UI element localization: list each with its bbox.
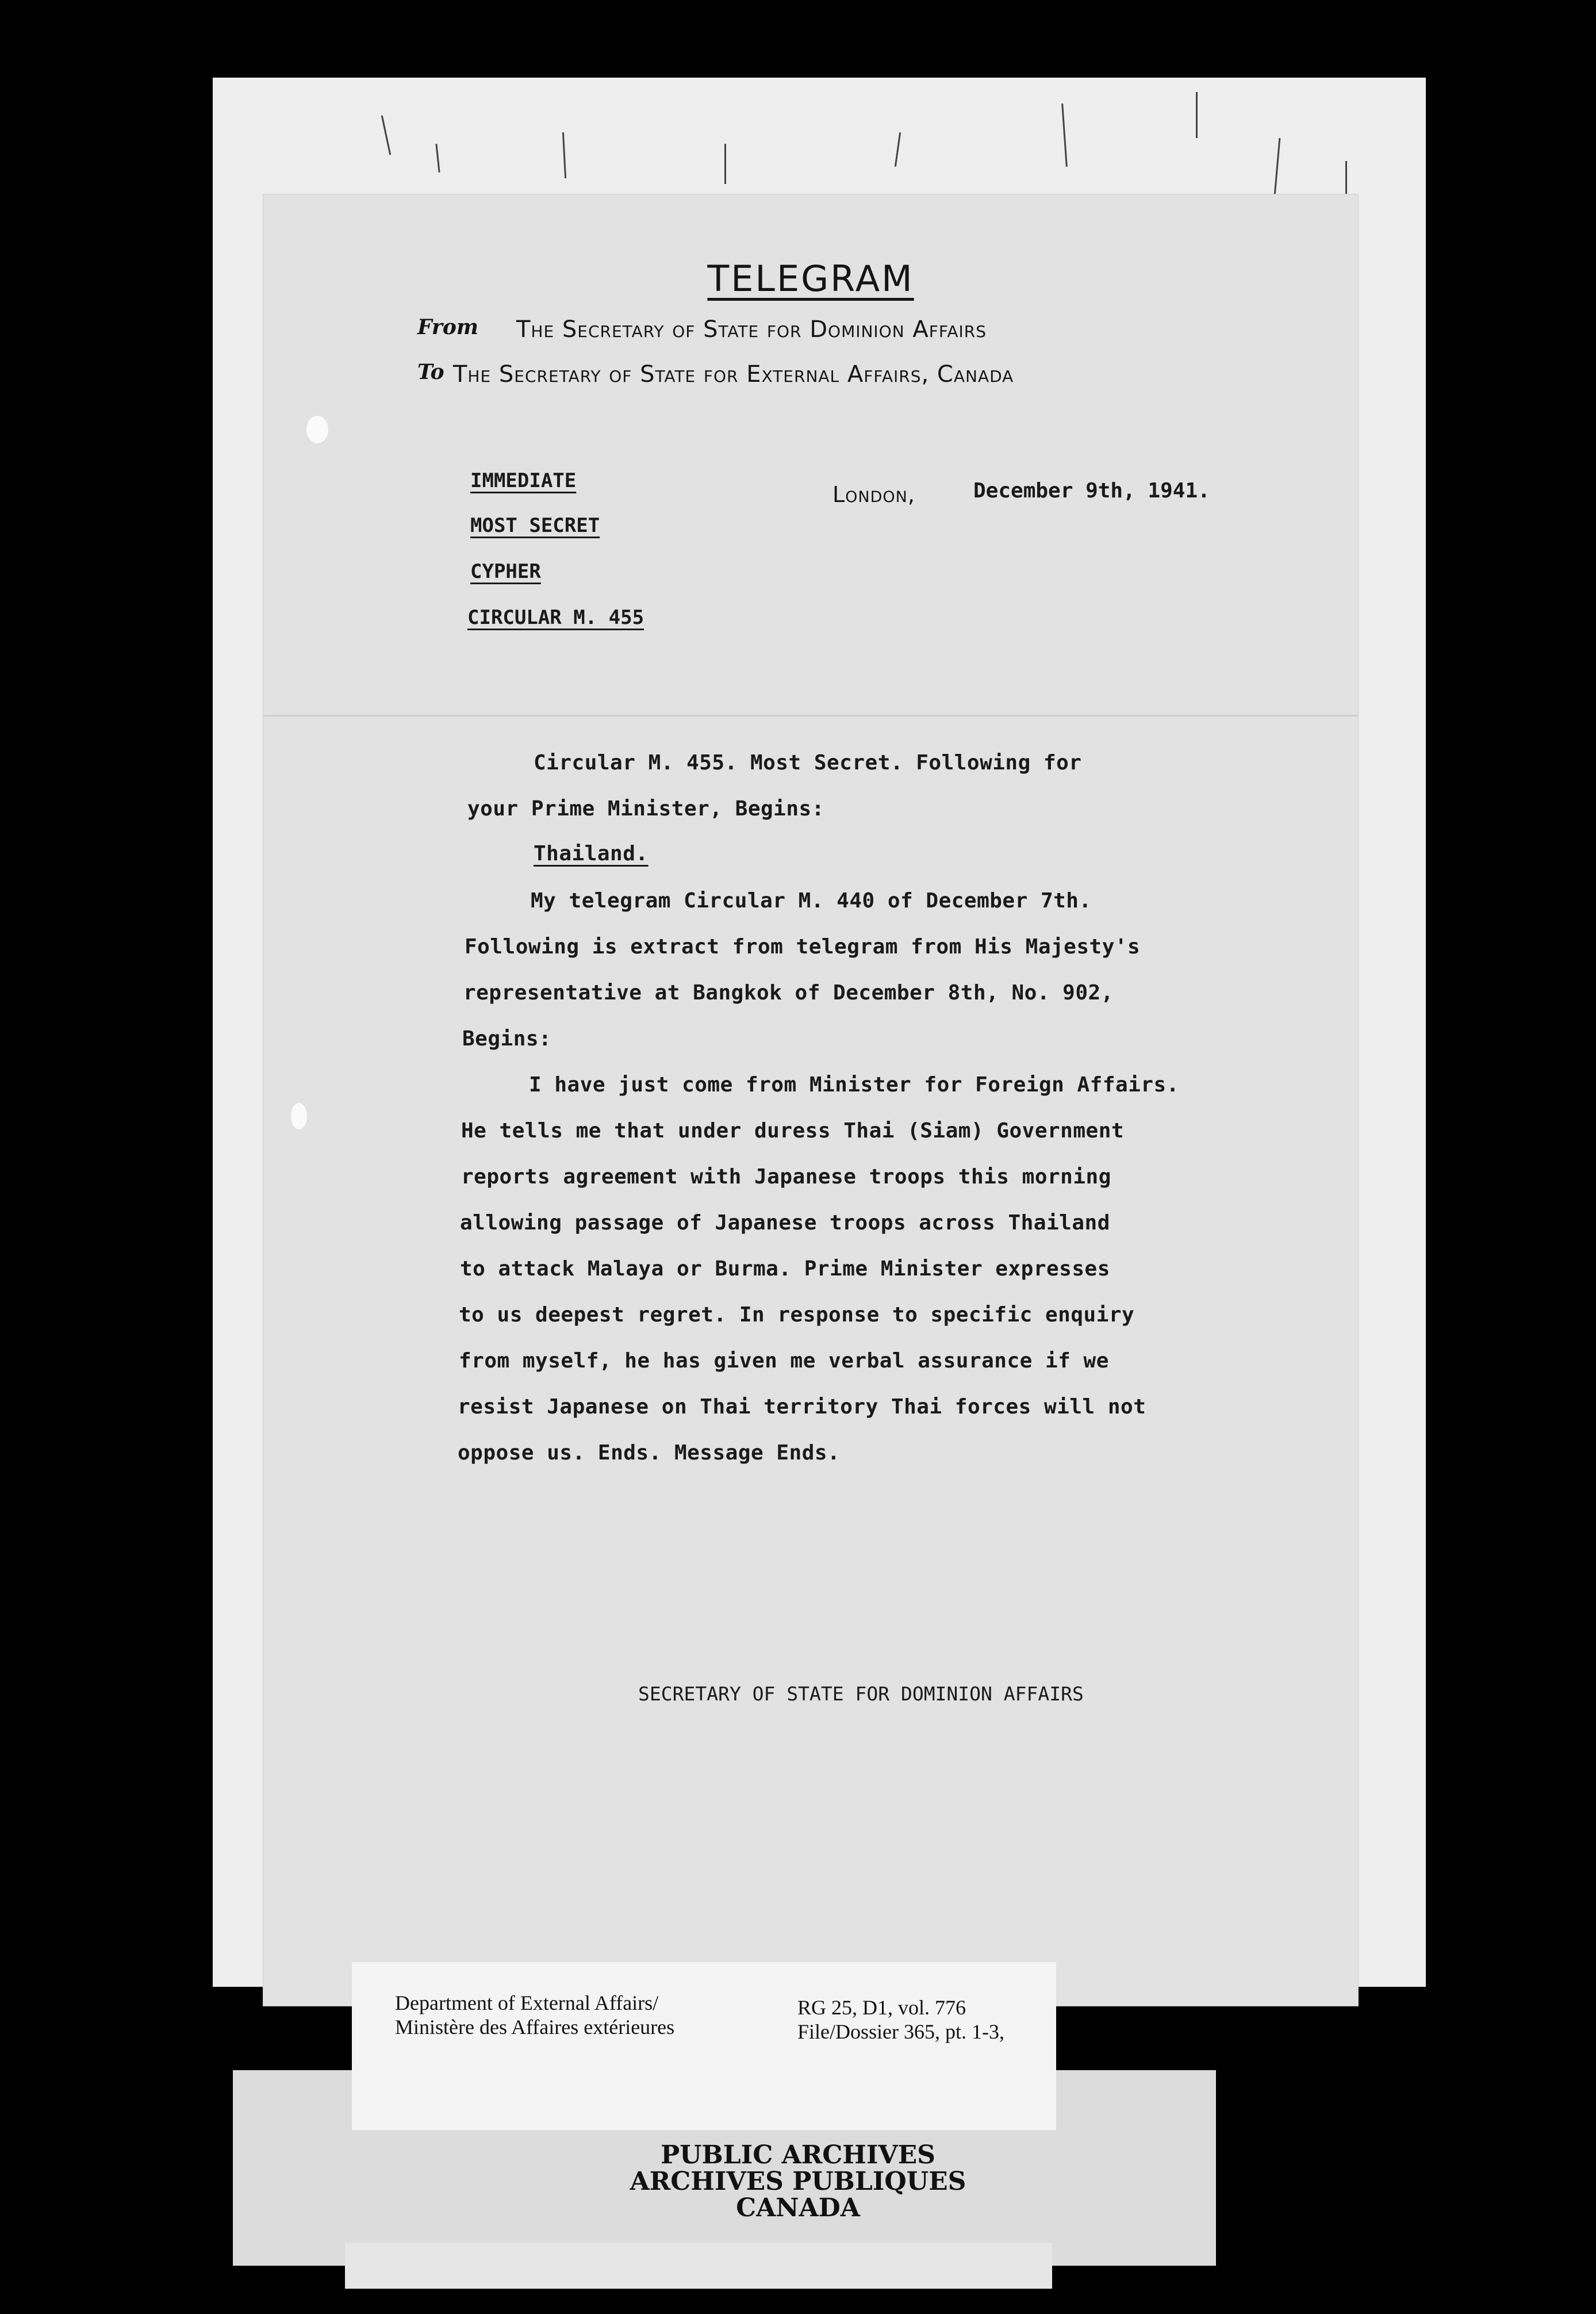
signature-line: SECRETARY OF STATE FOR DOMINION AFFAIRS [638,1683,1084,1705]
archive-stub-edge [345,2243,1052,2289]
from-text: The Secretary of State for Dominion Affairs [516,316,987,343]
body-line: Circular M. 455. Most Secret. Following for [534,751,1082,775]
body-line: your Prime Minister, Begins: [467,797,824,821]
body-line: resist Japanese on Thai territory Thai forces will not [458,1395,1146,1419]
telegram-date: December 9th, 1941. [973,479,1210,503]
film-scratch [1345,161,1347,196]
body-line: to attack Malaya or Burma. Prime Minister expresses [460,1257,1110,1281]
punch-hole [291,1103,307,1129]
telegram-sheet [263,194,1358,2006]
public-archives-stamp [0,2142,1596,2221]
body-line: to us deepest regret. In response to specific enquiry [459,1303,1135,1327]
body-line: allowing passage of Japanese troops across Thailand [460,1211,1110,1235]
stamp-line-french: ARCHIVES PUBLIQUES [630,2167,966,2196]
body-line: Following is extract from telegram from His Majesty's [465,935,1141,959]
classification-most-secret: MOST SECRET [470,514,600,537]
body-line: representative at Bangkok of December 8th, No. 902, [463,981,1114,1005]
from-label: From [417,315,478,339]
subject-heading: Thailand. [534,842,649,865]
record-group-reference: RG 25, D1, vol. 776 [797,1996,966,2019]
department-name-en: Department of External Affairs/ [395,1991,659,2014]
stamp-line-english: PUBLIC ARCHIVES [661,2140,935,2170]
to-label: To [417,360,444,384]
body-line: oppose us. Ends. Message Ends. [458,1441,841,1465]
telegram-title: TELEGRAM [707,258,914,300]
to-text: The Secretary of State for External Affairs, Canada [453,361,1014,388]
transmission-cypher: CYPHER [470,560,541,583]
body-line: He tells me that under duress Thai (Siam) Government [461,1119,1125,1143]
body-line: reports agreement with Japanese troops this morning [461,1165,1111,1189]
priority-immediate: IMMEDIATE [470,469,577,492]
fold-line [263,715,1358,717]
stamp-line-country: CANADA [736,2193,860,2223]
body-line: I have just come from Minister for Foreign Affairs. [529,1073,1179,1097]
circular-number: CIRCULAR M. 455 [467,606,644,629]
body-line: from myself, he has given me verbal assurance if we [459,1349,1109,1373]
archive-reference-label [352,1962,1056,2130]
place-of-origin: London, [832,482,915,507]
file-reference: File/Dossier 365, pt. 1-3, [797,2020,1004,2043]
department-name-fr: Ministère des Affaires extérieures [395,2016,675,2039]
film-scratch [724,144,726,184]
body-line: Begins: [462,1027,552,1051]
body-line: My telegram Circular M. 440 of December 7th. [531,889,1092,913]
film-scratch [1196,92,1198,138]
punch-hole [306,416,328,443]
